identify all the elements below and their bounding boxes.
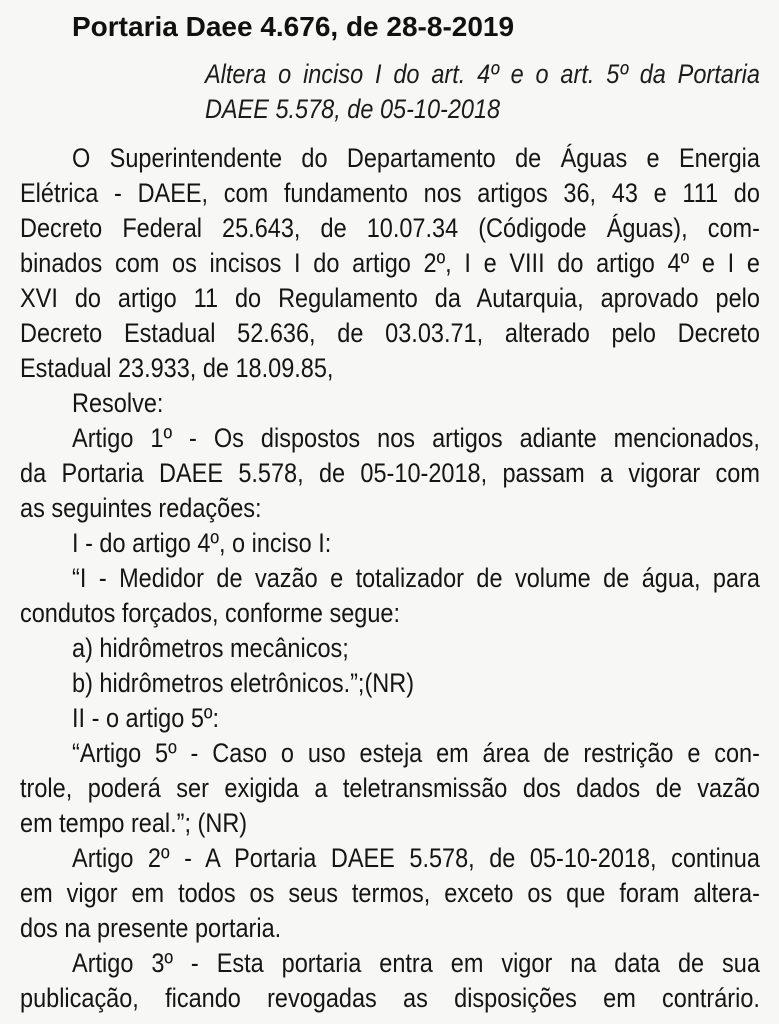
resolve-line: Resolve: (72, 388, 164, 418)
article-3-line: Artigo 3º - Esta portaria entra em vigor na data de sua (72, 948, 760, 978)
preamble-line: Decreto Federal 25.643, de 10.07.34 (Códigode Águas), com- (20, 213, 760, 243)
preamble-line: Decreto Estadual 52.636, de 03.03.71, alterado pelo Decreto (20, 318, 760, 348)
preamble-line: Elétrica - DAEE, com fundamento nos artigos 36, 43 e 111 do (20, 178, 760, 208)
document-title: Portaria Daee 4.676, de 28-8-2019 (72, 11, 515, 42)
article-2-line: Artigo 2º - A Portaria DAEE 5.578, de 05-10-2018, continua (72, 843, 760, 873)
document-summary (20, 57, 760, 127)
quoted-inciso-i-line: condutos forçados, conforme segue: (20, 598, 400, 628)
preamble-line: binados com os incisos I do artigo 2º, I e VIII do artigo 4º e I e (20, 248, 760, 278)
article-1-line: da Portaria DAEE 5.578, de 05-10-2018, passam a vigorar com (20, 458, 760, 488)
quoted-article-5-line: em tempo real.”; (NR) (20, 808, 248, 838)
article-1-line: Artigo 1º - Os dispostos nos artigos adiante mencionados, (72, 423, 760, 453)
preamble-line: Estadual 23.933, de 18.09.85, (20, 353, 334, 383)
quoted-article-5-line: “Artigo 5º - Caso o uso esteja em área de restrição e con- (72, 738, 760, 768)
item-ii-line: II - o artigo 5º: (72, 703, 219, 733)
article-2-line: dos na presente portaria. (20, 913, 282, 943)
item-i-line: I - do artigo 4º, o inciso I: (72, 528, 332, 558)
item-b-line: b) hidrômetros eletrônicos.”;(NR) (72, 668, 415, 698)
summary-line: Altera o inciso I do art. 4º e o art. 5º da Portaria (204, 59, 760, 89)
item-a-line: a) hidrômetros mecânicos; (72, 633, 349, 663)
article-2-line: em vigor em todos os seus termos, exceto os que foram altera- (20, 878, 760, 908)
quoted-article-5-line: trole, poderá ser exigida a teletransmissão dos dados de vazão (20, 773, 760, 803)
article-1-line: as seguintes redações: (20, 493, 262, 523)
article-3-line: publicação, ficando revogadas as disposições em contrário. (20, 983, 760, 1013)
preamble-line: O Superintendente do Departamento de Águas e Energia (72, 143, 760, 173)
summary-line: DAEE 5.578, de 05-10-2018 (204, 94, 501, 124)
preamble-line: XVI do artigo 11 do Regulamento da Autarquia, aprovado pelo (20, 283, 760, 313)
quoted-inciso-i-line: “I - Medidor de vazão e totalizador de volume de água, para (72, 563, 760, 593)
document-body (20, 141, 760, 1016)
